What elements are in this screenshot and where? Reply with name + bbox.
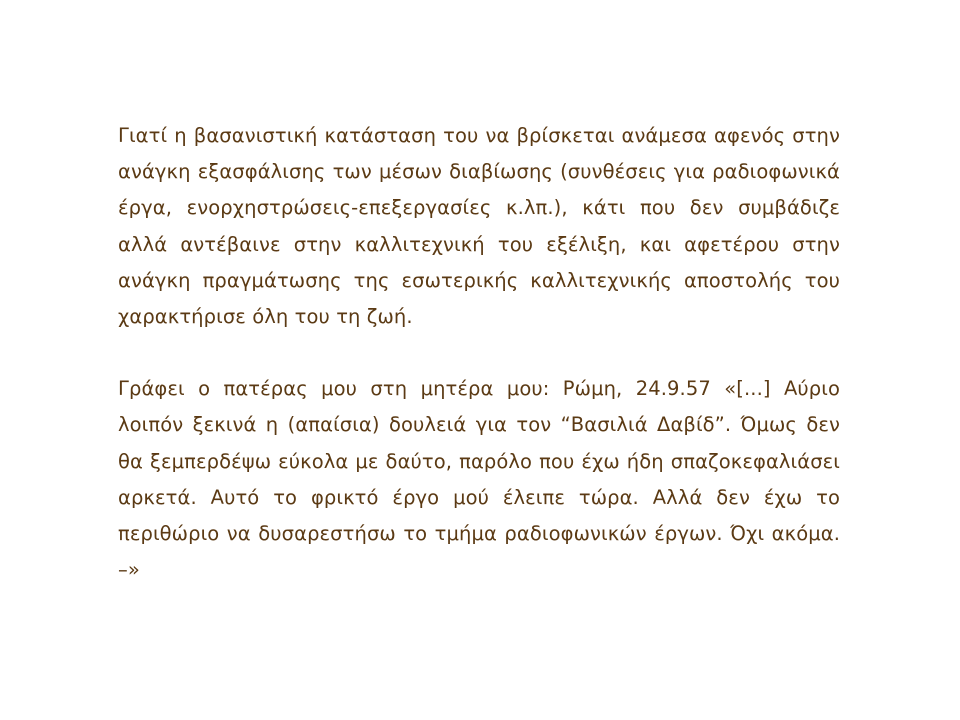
paragraph-letter-quote: Γράφει ο πατέρας μου στη μητέρα μου: Ρώμη, 24.9.57 «[...] Αύριο λοιπόν ξεκινά η (απαίσια) δουλειά για τον “Βασιλιά Δαβίδ”. Όμως δεν θα ξεμπερδέψω εύκολα με δαύτο, παρόλο που έχω ήδη σπαζοκεφαλιάσει αρκετά. Αυτό το φρικτό έργο μού έλειπε τώρα. Αλλά δεν έχω το περιθώριο να δυσαρεστήσω το τμήμα ραδιοφωνικών έργων. Όχι ακόμα. –» — [118, 377, 840, 582]
paragraph-intro: Γιατί η βασανιστική κατάσταση του να βρίσκεται ανάμεσα αφενός στην ανάγκη εξασφάλισης των μέσων διαβίωσης (συνθέσεις για ραδιοφωνικά έργα, ενορχηστρώσεις-επεξεργασίες κ.λπ.), κάτι που δεν συμβάδιζε αλλά αντέβαινε στην καλλιτεχνική του εξέλιξη, και αφετέρου στην ανάγκη πραγμάτωσης της εσωτερικής καλλιτεχνικής αποστολής του χαρακτήρισε όλη του τη ζωή. — [118, 124, 840, 329]
text-block — [118, 118, 840, 588]
